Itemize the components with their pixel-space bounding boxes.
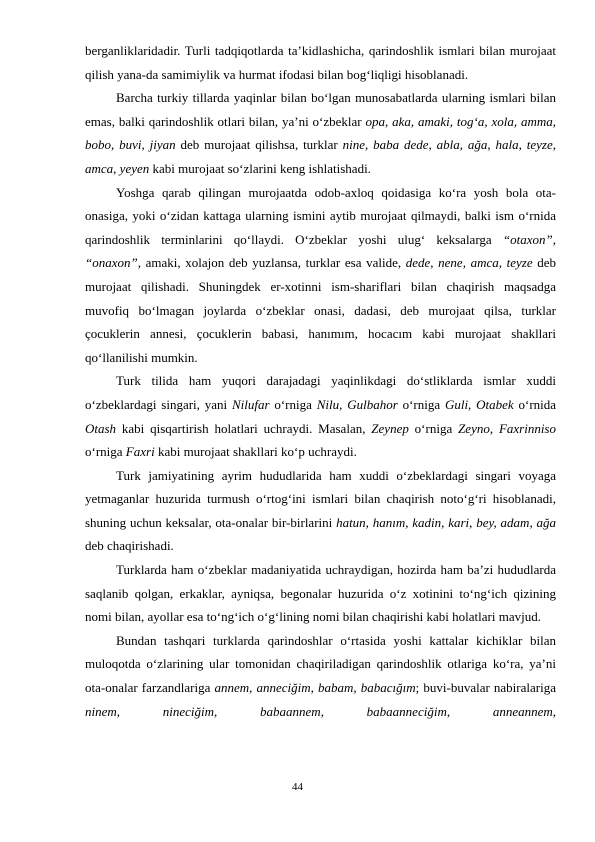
paragraph bbox=[85, 369, 556, 463]
text-run: o‘rniga bbox=[269, 396, 317, 412]
text-run: Bundan tashqari turklarda qarindoshlar o‘rtasida yoshi kattalar kichiklar bilan muloqotda o‘zlarining ular tomonidan chaqiriladigan qarindoshlik otlariga ko‘ra, ya’ni ota-onalar farzandlariga bbox=[85, 632, 556, 696]
paragraph bbox=[85, 181, 556, 370]
italic-term: hatun, hanım, kadin, kari, bey, adam, ağa bbox=[336, 514, 556, 530]
italic-term: opa, aka, amaki, tog‘a, xola, amma, bobo, buvi, jiyan bbox=[85, 113, 557, 153]
text-run: , bbox=[113, 160, 120, 176]
italic-term: nine, baba dede, abla bbox=[342, 137, 460, 153]
text-run: Turk jamiyatining ayrim hududlarida ham xuddi o‘zbeklardagi singari voyaga yetmaganlar huzurida turmush o‘rtog‘ini ismlari bilan chaqirish noto‘g‘ri hisoblanadi, shuning uchun keksalar, ota-onalar bir-birlarini bbox=[85, 467, 556, 530]
italic-term: Nilu bbox=[316, 396, 340, 412]
paragraph bbox=[85, 629, 556, 723]
italic-term: babaannem, babaanneciğim bbox=[260, 703, 447, 719]
italic-term: Guli, Otabek bbox=[444, 396, 514, 412]
italic-term: Otash bbox=[85, 420, 117, 436]
text-run: , bbox=[446, 703, 493, 719]
italic-term: Faxrinniso bbox=[498, 420, 556, 436]
text-run: deb murojaat qilishadi. Shuningdek er-xotinni ism-shariflari bilan chaqirish maqsadga muvofiq bo‘lmagan joylarda o‘zbeklar onasi, dadasi, deb murojaat qilsa, turklar çocuklerin annesi, çocuklerin babasi, hanımım, hocacım kabi murojaat shakllari qo‘llanilishi mumkin. bbox=[85, 255, 556, 365]
italic-term: anneannem, bbox=[492, 703, 557, 719]
text-run: , bbox=[214, 703, 261, 719]
text-run: , bbox=[489, 420, 499, 436]
text-run: amaki, xolajon deb yuzlansa, turklar esa valide, bbox=[140, 255, 406, 271]
text-run: o‘rniga bbox=[85, 444, 126, 460]
text-run: o‘rnida bbox=[513, 396, 557, 412]
paragraph bbox=[85, 464, 556, 558]
text-run: o‘rniga bbox=[408, 420, 459, 436]
italic-term: Zeynep bbox=[371, 420, 409, 436]
text-run: o‘rniga bbox=[397, 396, 445, 412]
paragraph bbox=[85, 558, 556, 629]
italic-term: ninem, nineciğim bbox=[85, 703, 215, 719]
text-run: , bbox=[339, 396, 348, 412]
text-run: kabi qisqartirish holatlari uchraydi. Masalan, bbox=[116, 420, 372, 436]
paragraph bbox=[85, 39, 556, 86]
text-run: Turklarda ham o‘zbeklar madaniyatida uchraydigan, hozirda ham ba’zi hududlarda saqlanib qolgan, erkaklar, ayniqsa, begonalar huzurida o‘z xotinini to‘ng‘ich qizining nomi bilan, ayollar esa to‘ng‘ich o‘g‘lining nomi bilan chaqirishi kabi holatlari mavjud. bbox=[85, 562, 556, 625]
text-run: deb murojaat qilishsa, turklar bbox=[175, 137, 343, 153]
page-number: 44 bbox=[292, 781, 303, 793]
text-run: Barcha turkiy tillarda yaqinlar bilan bo‘lgan munosabatlarda ularning ismlari bilan emas, balki qarindoshlik otlari bilan, ya’ni o‘zbeklar bbox=[85, 90, 556, 129]
text-run: Turk tilida ham yuqori darajadagi yaqinlikdagi do‘stliklarda ismlar xuddi o‘zbeklardagi singari, yani bbox=[85, 373, 556, 412]
text-run: , bbox=[459, 137, 468, 153]
italic-term: Gulbahor bbox=[347, 396, 398, 412]
paragraph bbox=[85, 86, 556, 180]
italic-term: dede, nene, amca, teyze bbox=[405, 255, 533, 271]
document-body bbox=[85, 39, 556, 723]
text-run: kabi murojaat shakllari ko‘p uchraydi. bbox=[154, 444, 357, 460]
italic-term: annem, anneciğim, babam, babacığım bbox=[214, 680, 416, 696]
italic-term: Faxri bbox=[125, 444, 155, 460]
text-run: deb chaqirishadi. bbox=[85, 538, 174, 554]
italic-term: “otaxon”, “onaxon”, bbox=[85, 231, 556, 271]
italic-term: yeyen bbox=[119, 160, 150, 176]
text-run: kabi murojaat so‘zlarini keng ishlatishadi. bbox=[149, 160, 371, 176]
italic-term: Zeyno bbox=[458, 420, 490, 436]
italic-term: ağa, hala, teyze, amca bbox=[85, 137, 556, 176]
italic-term: Nilufar bbox=[231, 396, 270, 412]
text-run: berganliklaridadir. Turli tadqiqotlarda ta’kidlashicha, qarindoshlik ismlari bilan murojaat qilish yana-da samimiylik va hurmat ifodasi bilan bog‘liqligi hisoblanadi. bbox=[85, 43, 556, 82]
text-run: ; buvi-buvalar nabiralariga bbox=[415, 680, 556, 696]
text-run: Yoshga qarab qilingan murojaatda odob-axloq qoidasiga ko‘ra yosh bola ota-onasiga, yoki o‘zidan kattaga ularning ismini aytib murojaat qilmaydi, balki ism o‘rnida qarindoshlik terminlarini qo‘llaydi. O‘zbeklar yoshi ulug‘ keksalarga bbox=[85, 184, 556, 247]
